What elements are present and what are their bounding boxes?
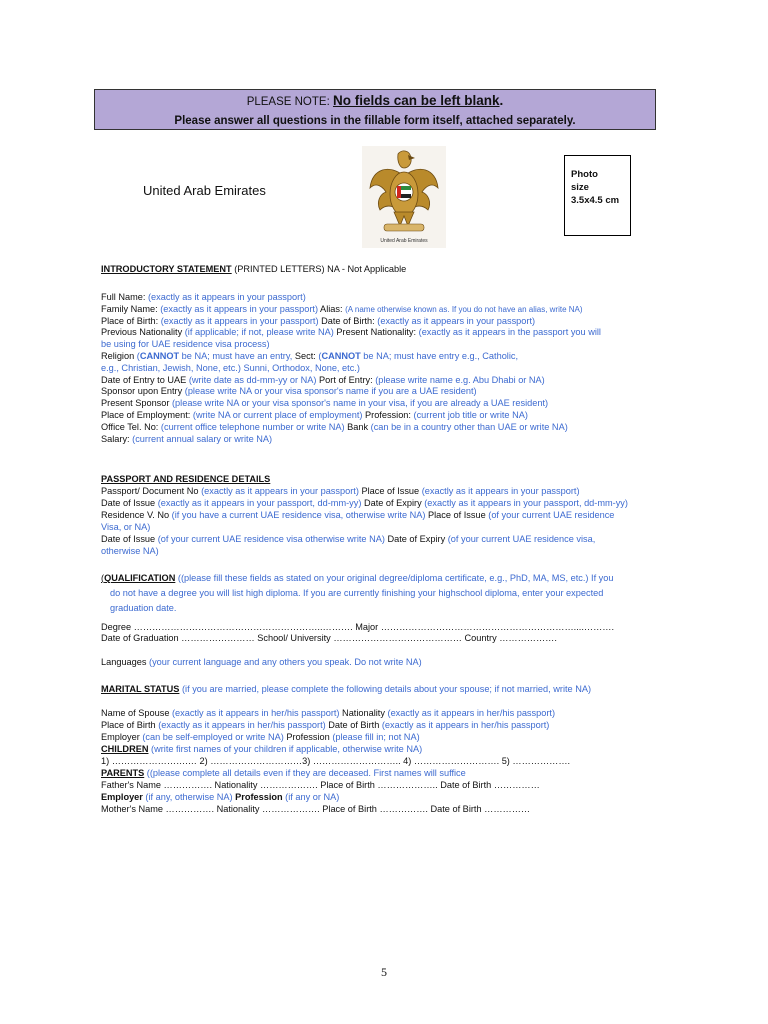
no-blank-text: No fields can be left blank (332, 93, 500, 108)
passport-text: Place of Issue (425, 510, 489, 520)
marital-text: (if any, otherwise NA) (142, 792, 233, 802)
passport-text: Place of Issue (358, 486, 422, 496)
intro-text: be using for UAE residence visa process) (101, 339, 270, 350)
please-note-label: PLEASE NOTE: (246, 96, 330, 108)
intro-line (101, 433, 272, 445)
marital-text: Profession (232, 792, 283, 802)
intro-text: Religion (101, 351, 137, 361)
marital-text: Name of Spouse (101, 708, 172, 718)
marital-line (101, 707, 555, 719)
intro-text: Place of Employment: (101, 410, 193, 420)
marital-text: ((please complete all details even if they are deceased. First names will suffice (144, 768, 466, 778)
marital-line (101, 731, 420, 743)
intro-text: (write NA or current place of employment) (192, 410, 363, 420)
intro-text: be NA; must have an entry, (179, 351, 293, 361)
intro-text: Bank (344, 421, 371, 432)
intro-text: (current job title or write NA) (413, 410, 528, 420)
intro-text: Port of Entry: (316, 374, 376, 385)
qualification-line-1 (101, 572, 614, 584)
passport-text: Date of Issue (101, 534, 158, 544)
marital-text: Place of Birth (101, 720, 159, 730)
passport-text: (exactly as it appears in your passport) (421, 486, 580, 496)
notice-box (94, 89, 656, 130)
notice-line-1: PLEASE NOTE: No fields can be left blank. (246, 93, 504, 108)
passport-text: (of your current UAE residence visa, (447, 534, 596, 544)
intro-text: CANNOT (321, 351, 361, 361)
passport-text: Visa, or NA) (101, 522, 151, 532)
passport-text: Date of Issue (101, 498, 158, 508)
intro-text: Office Tel. No: (101, 421, 161, 432)
marital-text: (write first names of your children if applicable, otherwise write NA) (148, 744, 423, 754)
intro-text: be NA; must have entry e.g., Catholic, (360, 351, 519, 361)
intro-text: Present Sponsor (101, 398, 172, 409)
passport-text: (of your current UAE residence (488, 510, 615, 520)
marital-text: (can be self-employed or write NA) (142, 732, 284, 742)
marital-text: (exactly as it appears in her/his passport) (158, 720, 326, 730)
passport-line (101, 485, 580, 497)
marital-text: (if any or NA) (282, 792, 340, 802)
passport-text: (exactly as it appears in your passport) (201, 486, 359, 496)
marital-text: CHILDREN (101, 744, 149, 754)
intro-heading: INTRODUCTORY STATEMENT (101, 264, 232, 274)
passport-line (101, 521, 150, 533)
passport-text: Residence V. No (101, 510, 172, 520)
photo-label-1: Photo (571, 169, 598, 180)
passport-text: otherwise NA) (101, 546, 159, 556)
intro-text: (exactly as it appears in the passport you will (418, 327, 601, 338)
intro-text: Alias: (318, 303, 346, 314)
intro-line (101, 326, 601, 338)
intro-line (101, 385, 477, 397)
intro-line (101, 409, 528, 421)
photo-label-3: 3.5x4.5 cm (571, 195, 620, 206)
passport-text: (exactly as it appears in your passport, dd-mm-yy) (157, 498, 362, 508)
intro-line (101, 350, 518, 362)
marital-line (101, 755, 570, 767)
marital-heading: MARITAL STATUS (101, 684, 180, 694)
marital-text: Mother's Name ……………. Nationality ………………. Place of Birth ……………. Date of Birth …………… (101, 804, 531, 814)
passport-text: Date of Expiry (384, 534, 448, 544)
qualification-heading: QUALIFICATION (104, 573, 176, 583)
country-title: United Arab Emirates (143, 183, 266, 198)
intro-text: Date of Birth: (318, 315, 378, 326)
photo-box (564, 155, 631, 236)
intro-text: e.g., Christian, Jewish, None, etc.) Sunni, Orthodox, None, etc.) (101, 362, 360, 373)
marital-text: Father's Name ……………. Nationality ………………. Place of Birth ……………….. Date of Birth …………… (101, 780, 540, 790)
marital-hint: (if you are married, please complete the following details about your spouse; if not married, write NA) (179, 684, 592, 694)
intro-text: (exactly as it appears in your passport) (377, 315, 536, 326)
page-number: 5 (381, 965, 387, 979)
intro-text: (exactly as it appears in your passport) (160, 315, 319, 326)
intro-text: (exactly as it appears in your passport) (147, 292, 306, 302)
intro-text: CANNOT (139, 351, 180, 361)
intro-text: Present Nationality: (333, 327, 419, 338)
intro-text: Previous Nationality (101, 327, 185, 338)
intro-text: Sect: (292, 351, 319, 361)
marital-text: (exactly as it appears in her/his passport) (381, 720, 550, 730)
intro-text: (A name otherwise known as. If you do not have an alias, write NA) (345, 304, 583, 314)
qualification-prefix: ( (101, 573, 105, 583)
intro-text: (current annual salary or write NA) (132, 433, 273, 444)
intro-text: Full Name: (101, 292, 148, 302)
intro-text: (exactly as it appears in your passport) (160, 303, 319, 314)
qualification-line-2: do not have a degree you will list high diploma. If you are currently finishing your highschool diploma, enter your expected (110, 588, 604, 598)
notice-line-2: Please answer all questions in the fillable form itself, attached separately. (174, 115, 576, 127)
passport-line (101, 497, 628, 509)
intro-text: (can be in a country other than UAE or write NA) (370, 421, 568, 432)
passport-text: (if you have a current UAE residence visa, otherwise write NA) (171, 510, 426, 520)
qualification-line-3: graduation date. (110, 603, 177, 613)
marital-text: (please fill in; not NA) (332, 732, 420, 742)
intro-text: (current office telephone number or write NA) (160, 421, 345, 432)
intro-text: (write date as dd-mm-yy or NA) (188, 374, 317, 385)
passport-text: Date of Expiry (361, 498, 425, 508)
intro-text: ( (136, 351, 140, 361)
passport-line (101, 545, 159, 557)
intro-text: (please write name e.g. Abu Dhabi or NA) (375, 374, 545, 385)
marital-text: Nationality (339, 708, 388, 718)
intro-line (101, 374, 545, 386)
marital-line (101, 779, 540, 791)
qualification-hint-1: ((please fill these fields as stated on your original degree/diploma certificate, e.g., PhD, MA, MS, etc.) If you (175, 573, 614, 583)
intro-line (101, 421, 568, 433)
intro-line (101, 291, 306, 303)
marital-heading-line (101, 683, 591, 695)
intro-text: Sponsor upon Entry (101, 386, 185, 397)
marital-line (101, 803, 530, 815)
passport-heading: PASSPORT AND RESIDENCE DETAILS (101, 474, 271, 484)
marital-line (101, 767, 466, 779)
intro-line (101, 315, 535, 327)
intro-line (101, 397, 548, 409)
intro-text: ( (318, 351, 322, 361)
languages-label: Languages (101, 657, 150, 667)
intro-heading-suffix: (PRINTED LETTERS) NA - Not Applicable (231, 264, 407, 274)
passport-text: Passport/ Document No (101, 486, 202, 496)
marital-text: Employer (101, 732, 143, 742)
photo-label-2: size (571, 182, 589, 193)
marital-line (101, 719, 549, 731)
marital-text: Date of Birth (325, 720, 382, 730)
marital-line (101, 743, 422, 755)
passport-text: (exactly as it appears in your passport, dd-mm-yy) (424, 498, 628, 508)
intro-line (101, 362, 360, 374)
degree-line: Degree ……………………………………………………..………. Major ………………………………………………………....………. (101, 622, 614, 632)
intro-text: Salary: (101, 433, 133, 444)
languages-line (101, 656, 422, 668)
intro-text: (if applicable; if not, please write NA) (184, 327, 334, 338)
intro-heading-line (101, 263, 406, 275)
intro-text: Place of Birth: (101, 315, 161, 326)
intro-text: (please write NA or your visa sponsor's name in your visa, if you are already a UAE resident) (172, 398, 549, 409)
uae-emblem (362, 146, 446, 248)
intro-text: Date of Entry to UAE (101, 374, 189, 385)
intro-text: Profession: (362, 410, 414, 420)
passport-text: (of your current UAE residence visa otherwise write NA) (157, 534, 385, 544)
marital-line (101, 791, 339, 803)
languages-hint: (your current language and any others you speak. Do not write NA) (149, 657, 422, 667)
intro-line (101, 338, 270, 350)
passport-heading-line (101, 473, 270, 485)
marital-text: 1) …………………….… 2) …………………………3) ……………………….. 4) ………………………. 5) ………………. (101, 756, 571, 766)
passport-line (101, 509, 614, 521)
marital-text: Employer (101, 792, 143, 802)
emblem-caption: United Arab Emirates (380, 238, 428, 244)
marital-text: (exactly as it appears in her/his passport) (172, 708, 340, 718)
marital-text: PARENTS (101, 768, 145, 778)
marital-text: Profession (283, 732, 333, 742)
passport-line (101, 533, 595, 545)
intro-text: Family Name: (101, 303, 161, 314)
graduation-line: Date of Graduation …………………… School/ University …………………………………… Country ………………. (101, 633, 557, 643)
marital-text: (exactly as it appears in her/his passport) (387, 708, 556, 718)
intro-text: (please write NA or your visa sponsor's name if you are a UAE resident) (184, 386, 477, 397)
